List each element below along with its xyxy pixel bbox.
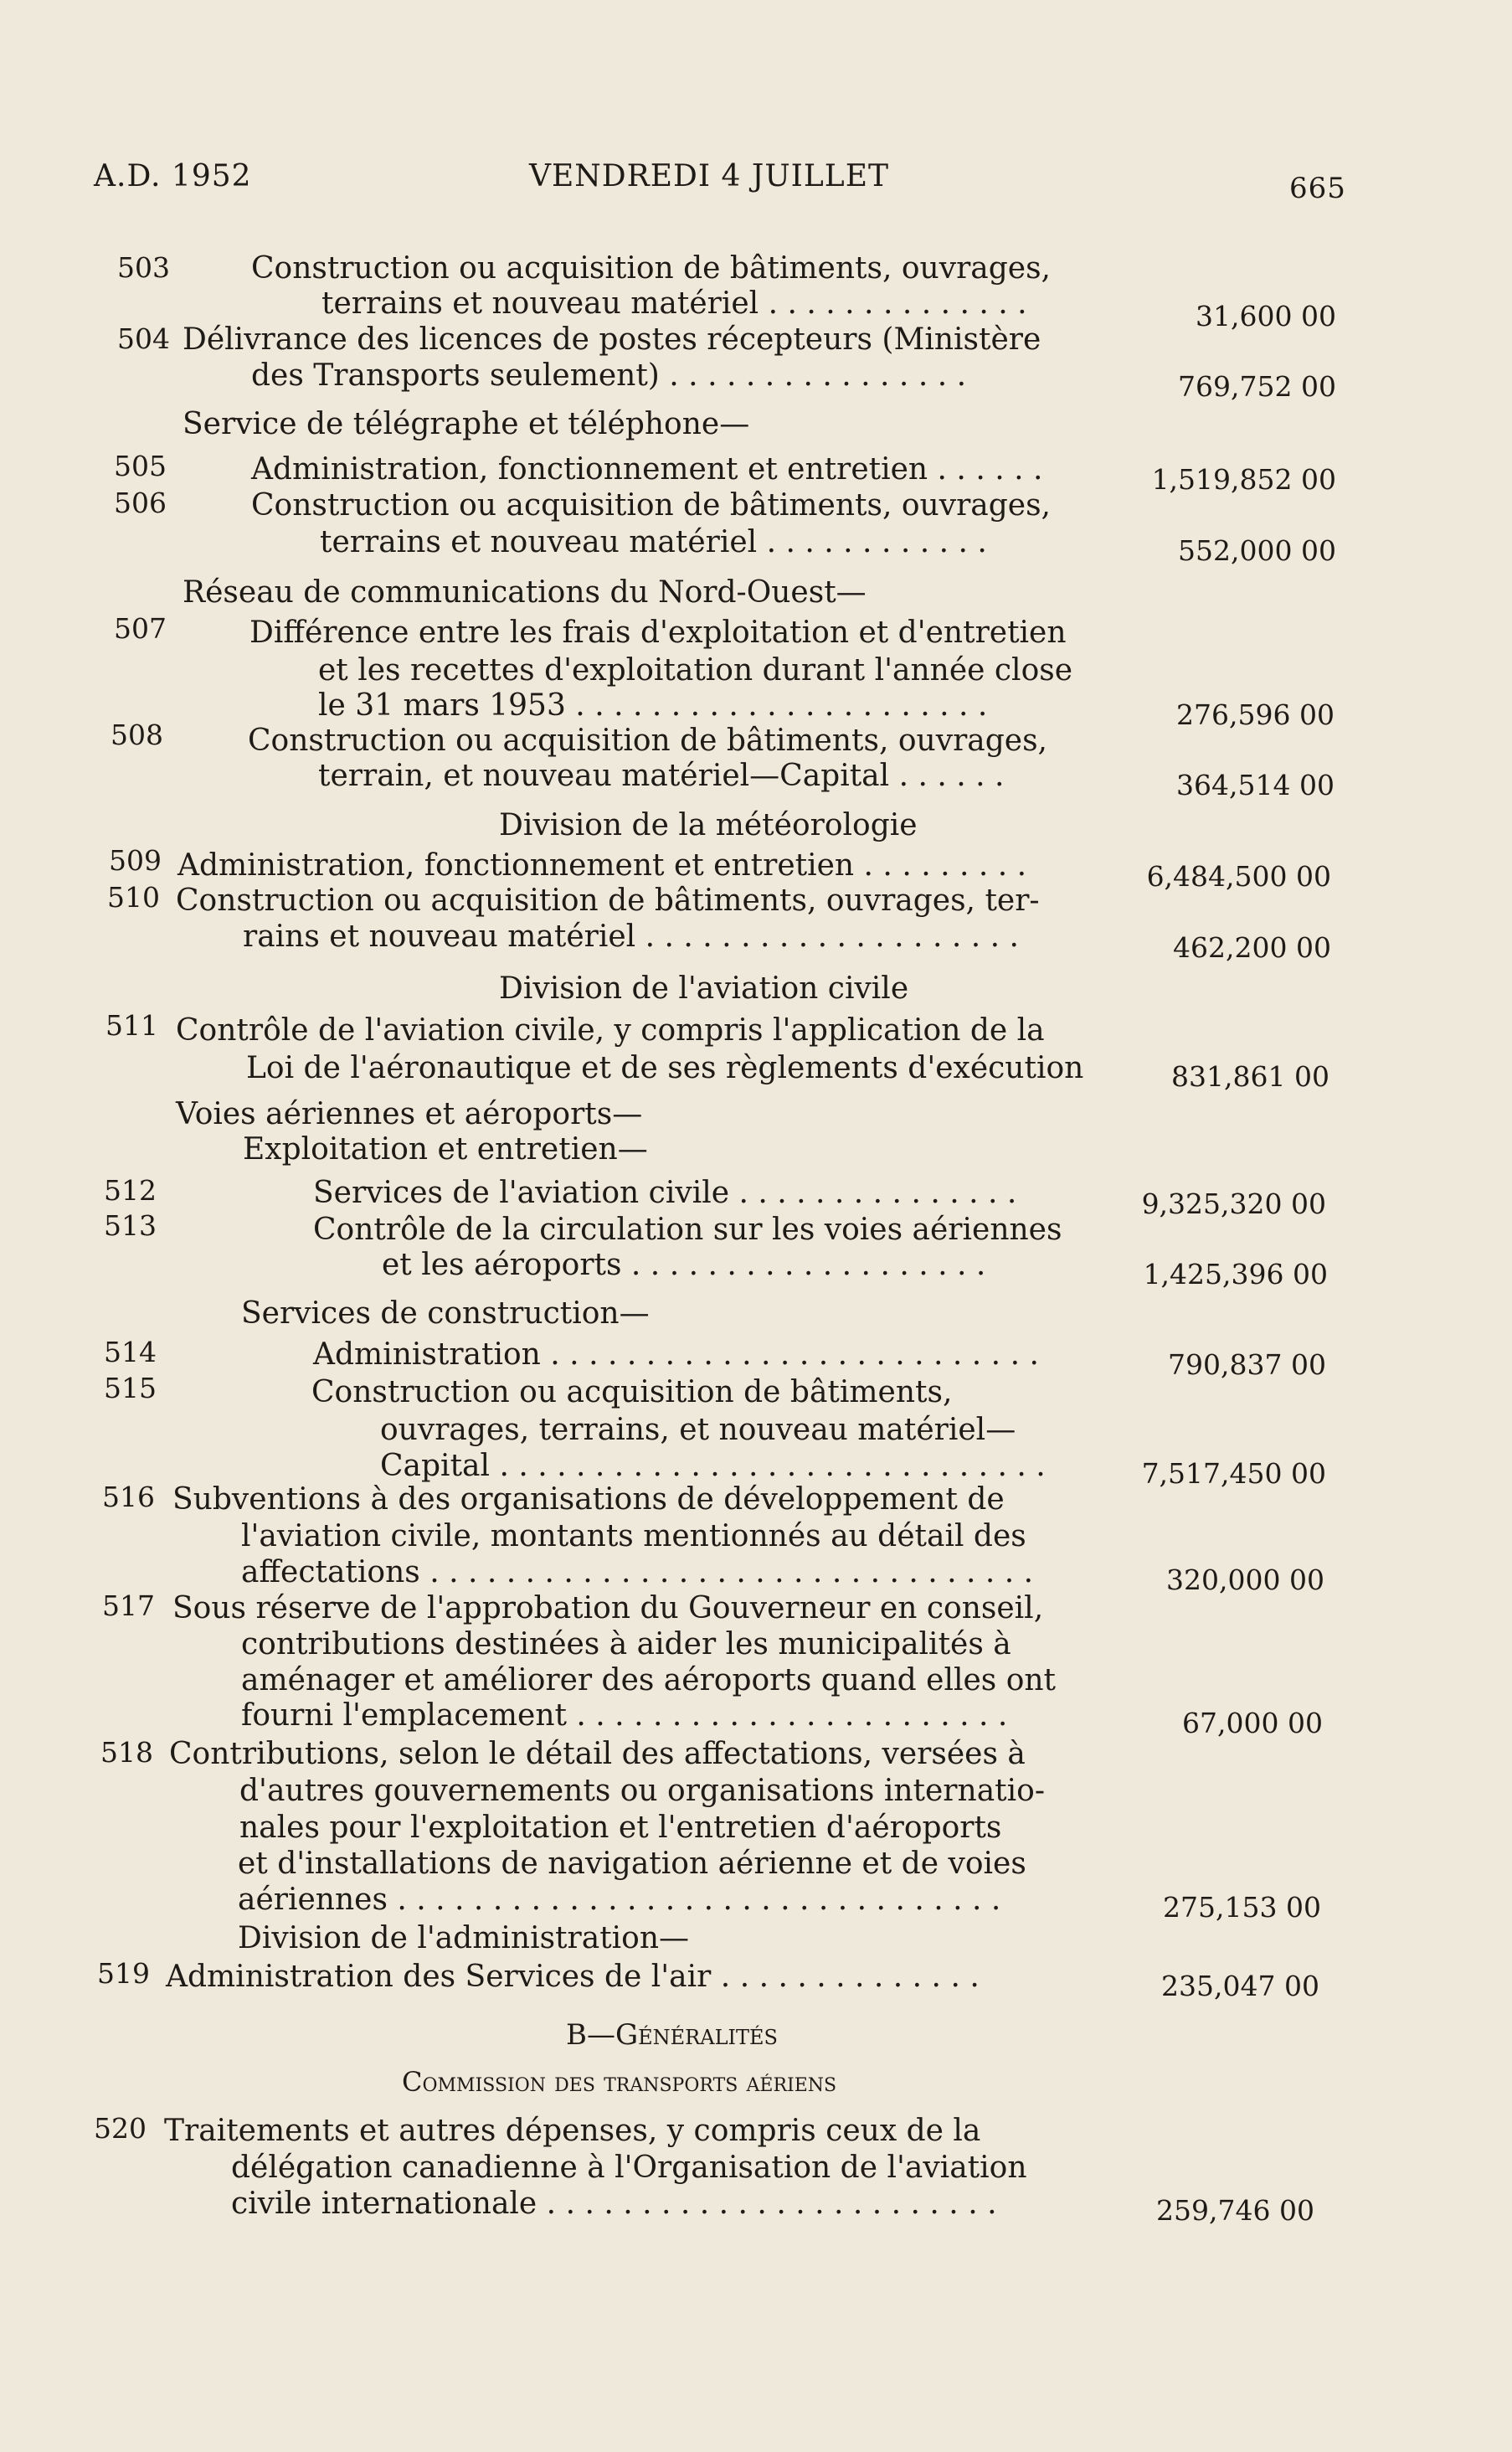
item-number: 505 [114, 450, 167, 482]
item-amount: 1,425,396 00 [1143, 1258, 1328, 1290]
item-text-line: Construction ou acquisition de bâtiments, [311, 1375, 953, 1409]
item-number: 503 [117, 251, 170, 284]
item-text-line: aménager et améliorer des aéroports quand elles ont [241, 1663, 1057, 1697]
page-number: 665 [1289, 172, 1346, 205]
item-text-line: terrain, et nouveau matériel—Capital . . . . . . [318, 759, 1005, 793]
item-text-line: Administration, fonctionnement et entretien . . . . . . [251, 452, 1043, 487]
item-text-line: Loi de l'aéronautique et de ses règlements d'exécution [246, 1051, 1084, 1085]
item-number: 519 [97, 1957, 150, 1990]
section-subheading: Services de construction— [241, 1296, 650, 1331]
item-amount: 1,519,852 00 [1151, 463, 1336, 496]
item-amount: 7,517,450 00 [1141, 1457, 1326, 1490]
item-text-line: fourni l'emplacement . . . . . . . . . . . . . . . . . . . . . . . [241, 1698, 1008, 1733]
item-text-line: Contrôle de l'aviation civile, y compris l'application de la [176, 1013, 1045, 1048]
item-text-line: l'aviation civile, montants mentionnés au détail des [241, 1519, 1026, 1553]
item-amount: 31,600 00 [1196, 300, 1336, 332]
item-text-line: et les recettes d'exploitation durant l'année close [318, 653, 1073, 688]
item-amount: 790,837 00 [1168, 1348, 1326, 1381]
item-number: 507 [114, 612, 167, 645]
item-text-line: nales pour l'exploitation et l'entretien d'aéroports [239, 1811, 1002, 1845]
item-text-line: Construction ou acquisition de bâtiments, ouvrages, ter- [176, 883, 1040, 918]
item-text-line: rains et nouveau matériel . . . . . . . . . . . . . . . . . . . . [243, 920, 1019, 954]
item-text-line: aériennes . . . . . . . . . . . . . . . . . . . . . . . . . . . . . . . . [238, 1883, 1001, 1917]
item-text-line: Administration des Services de l'air . . . . . . . . . . . . . . [166, 1960, 980, 1994]
item-number: 511 [105, 1009, 158, 1042]
item-text-line: terrains et nouveau matériel . . . . . . . . . . . . . . [321, 286, 1027, 321]
item-text-line: Délivrance des licences de postes récepteurs (Ministère [183, 322, 1041, 357]
item-text-line: Contributions, selon le détail des affectations, versées à [169, 1737, 1026, 1771]
section-heading: Service de télégraphe et téléphone— [183, 407, 750, 441]
item-text-line: délégation canadienne à l'Organisation de l'aviation [231, 2151, 1027, 2185]
item-text-line: Différence entre les frais d'exploitation et d'entretien [249, 616, 1067, 650]
item-amount: 769,752 00 [1178, 370, 1336, 403]
item-text-line: Contrôle de la circulation sur les voies aériennes [313, 1213, 1062, 1247]
section-heading: Division de l'administration— [238, 1921, 690, 1955]
item-text-line: et les aéroports . . . . . . . . . . . . . . . . . . . [382, 1248, 986, 1282]
item-number: 517 [102, 1589, 155, 1622]
item-number: 516 [102, 1481, 155, 1513]
item-number: 506 [114, 487, 167, 519]
item-number: 512 [104, 1174, 157, 1207]
item-text-line: Sous réserve de l'approbation du Gouverneur en conseil, [172, 1591, 1044, 1625]
part-heading: B—Généralités [566, 2018, 778, 2052]
item-number: 504 [117, 322, 170, 355]
item-text-line: contributions destinées à aider les municipalités à [241, 1627, 1011, 1661]
item-number: 514 [104, 1336, 157, 1368]
division-heading: Division de l'aviation civile [499, 971, 909, 1006]
item-text-line: Capital . . . . . . . . . . . . . . . . . . . . . . . . . . . . . [380, 1449, 1046, 1483]
item-text-line: terrains et nouveau matériel . . . . . . . . . . . . [320, 525, 987, 559]
item-number: 515 [104, 1372, 157, 1404]
item-text-line: ouvrages, terrains, et nouveau matériel— [380, 1413, 1016, 1447]
item-text-line: affectations . . . . . . . . . . . . . . . . . . . . . . . . . . . . . . . . [241, 1555, 1034, 1589]
item-number: 513 [104, 1209, 157, 1242]
item-text-line: civile internationale . . . . . . . . . . . . . . . . . . . . . . . . [231, 2187, 997, 2221]
item-amount: 320,000 00 [1166, 1563, 1324, 1596]
item-text-line: et d'installations de navigation aérienne et de voies [238, 1847, 1026, 1881]
item-text-line: Services de l'aviation civile . . . . . . . . . . . . . . . [313, 1176, 1017, 1210]
header-date: A.D. 1952 [94, 159, 252, 193]
item-amount: 275,153 00 [1163, 1891, 1321, 1924]
header-title: VENDREDI 4 JUILLET [529, 159, 889, 193]
item-text-line: Administration, fonctionnement et entretien . . . . . . . . . [177, 848, 1027, 883]
item-amount: 259,746 00 [1156, 2194, 1314, 2227]
item-number: 510 [107, 881, 160, 914]
section-heading: Voies aériennes et aéroports— [176, 1097, 643, 1131]
item-text-line: Traitements et autres dépenses, y compris ceux de la [164, 2114, 981, 2148]
item-text-line: Construction ou acquisition de bâtiments, ouvrages, [251, 251, 1052, 286]
item-text-line: d'autres gouvernements ou organisations internatio- [239, 1774, 1045, 1808]
item-text-line: des Transports seulement) . . . . . . . . . . . . . . . . [251, 358, 967, 393]
item-amount: 831,861 00 [1171, 1060, 1329, 1093]
item-amount: 364,514 00 [1176, 769, 1335, 801]
commission-heading: Commission des transports aériens [402, 2066, 837, 2098]
item-amount: 552,000 00 [1178, 534, 1336, 567]
item-number: 518 [100, 1736, 153, 1769]
item-text-line: le 31 mars 1953 . . . . . . . . . . . . . . . . . . . . . . [318, 688, 988, 723]
section-subheading: Exploitation et entretien— [243, 1132, 648, 1167]
item-amount: 235,047 00 [1161, 1970, 1319, 2002]
item-number: 520 [94, 2112, 147, 2145]
item-text-line: Construction ou acquisition de bâtiments, ouvrages, [251, 488, 1052, 523]
item-amount: 462,200 00 [1173, 931, 1331, 964]
item-text-line: Subventions à des organisations de développement de [172, 1482, 1005, 1517]
item-amount: 6,484,500 00 [1146, 860, 1331, 893]
item-amount: 276,596 00 [1176, 698, 1335, 731]
item-number: 508 [111, 719, 163, 751]
item-text-line: Administration . . . . . . . . . . . . . . . . . . . . . . . . . . [313, 1337, 1039, 1372]
division-heading: Division de la météorologie [499, 808, 918, 842]
item-amount: 9,325,320 00 [1141, 1187, 1326, 1220]
item-number: 509 [109, 844, 162, 877]
section-heading: Réseau de communications du Nord-Ouest— [183, 575, 867, 610]
item-amount: 67,000 00 [1182, 1707, 1323, 1739]
item-text-line: Construction ou acquisition de bâtiments, ouvrages, [248, 724, 1048, 758]
